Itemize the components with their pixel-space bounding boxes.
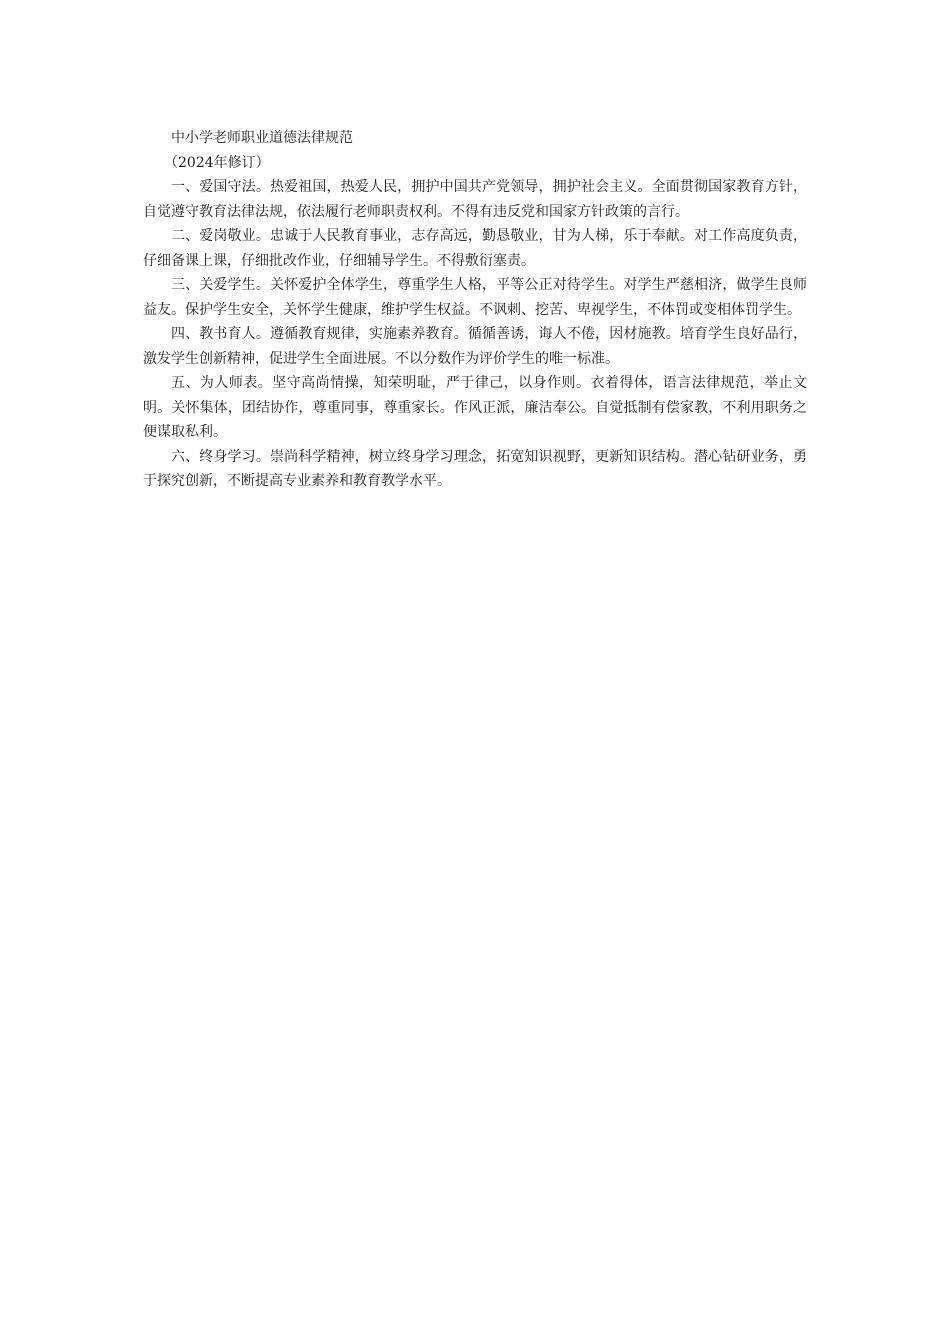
paragraph-lifelong-learning: 六、终身学习。崇尚科学精神，树立终身学习理念，拓宽知识视野，更新知识结构。潜心钻研业务，勇于探究创新，不断提高专业素养和教育教学水平。 — [143, 448, 807, 489]
document-title: 中小学老师职业道德法律规范 — [171, 130, 353, 146]
paragraph-teaching: 四、教书育人。遵循教育规律，实施素养教育。循循善诱，诲人不倦，因材施教。培育学生良好品行，激发学生创新精神，促进学生全面进展。不以分数作为评价学生的唯一标准。 — [143, 326, 807, 367]
paragraph-care-for-students: 三、关爱学生。关怀爱护全体学生，尊重学生人格，平等公正对待学生。对学生严慈相济，做学生良师益友。保护学生安全，关怀学生健康，维护学生权益。不讽刺、挖苦、卑视学生，不体罚或变相体罚学生。 — [143, 277, 807, 318]
document-page — [143, 126, 807, 494]
paragraph-dedication: 二、爱岗敬业。忠诚于人民教育事业，志存高远，勤恳敬业，甘为人梯，乐于奉献。对工作高度负责，仔细备课上课，仔细批改作业，仔细辅导学生。不得敷衍塞责。 — [143, 228, 807, 269]
paragraph-patriotism: 一、爱国守法。热爱祖国，热爱人民，拥护中国共产党领导，拥护社会主义。全面贯彻国家教育方针，自觉遵守教育法律法规，依法履行老师职责权利。不得有违反党和国家方针政策的言行。 — [143, 179, 807, 220]
document-subtitle: （2024年修订） — [164, 154, 270, 171]
paragraph-role-model: 五、为人师表。坚守高尚情操，知荣明耻，严于律己，以身作则。衣着得体，语言法律规范，举止文明。关怀集体，团结协作，尊重同事，尊重家长。作风正派，廉洁奉公。自觉抵制有偿家教，不利用职务之便谋取私利。 — [143, 375, 807, 440]
